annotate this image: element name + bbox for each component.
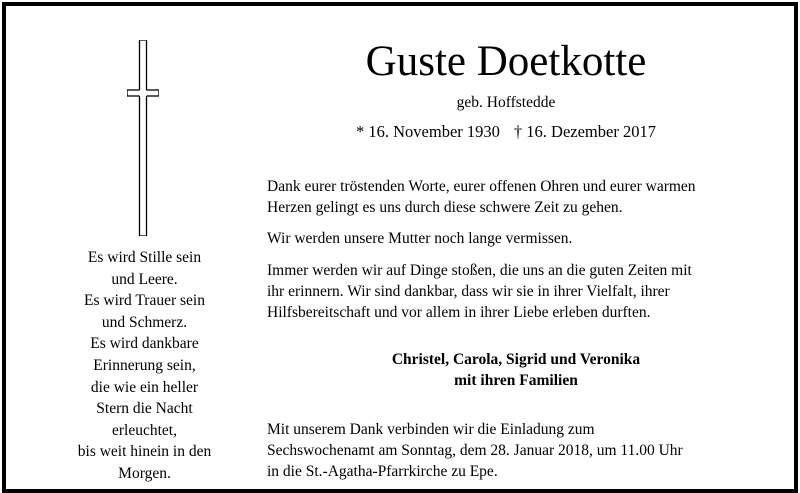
maiden-name: geb. Hoffstedde <box>456 94 556 111</box>
poem-line: die wie ein heller <box>90 378 199 396</box>
poem-line: und Leere. <box>111 270 178 288</box>
poem-line: Es wird Stille sein <box>87 249 202 266</box>
signer-families: mit ihren Familien <box>454 372 578 389</box>
paragraph-thanks <box>267 176 787 218</box>
poem-line: Erinnerung sein, <box>93 356 196 374</box>
poem-line: Stern die Nacht <box>96 400 193 418</box>
signers <box>306 349 726 391</box>
notice-frame <box>2 2 798 493</box>
text-line: Wir werden unsere Mutter noch lange vermissen. <box>267 230 573 247</box>
poem-line: erleuchtet, <box>112 421 177 439</box>
text-line: Herzen gelingt es uns durch diese schwere Zeit zu gehen. <box>267 199 623 216</box>
poem <box>32 247 257 485</box>
poem-line: Es wird dankbare <box>90 335 199 353</box>
text-line: Sechswochenamt am Sonntag, dem 28. Januar 2018, um 11.00 Uhr <box>267 442 683 459</box>
signer-names: Christel, Carola, Sigrid und Veronika <box>391 351 641 368</box>
christian-cross-icon <box>127 40 159 236</box>
death-date: 16. Dezember 2017 <box>526 122 656 141</box>
death-symbol: † <box>513 122 523 141</box>
paragraph-memories <box>267 260 787 323</box>
text-line: ihr erinnern. Wir sind dankbar, dass wir sie in ihrer Vielfalt, ihrer <box>267 283 670 300</box>
deceased-name: Guste Doetkotte <box>365 38 647 85</box>
paragraph-invitation <box>267 419 787 482</box>
text-line: Hilfsbereitschaft und vor allem in ihrer Liebe erleben durften. <box>267 304 651 321</box>
poem-line: und Schmerz. <box>101 313 188 331</box>
text-line: in die St.-Agatha-Pfarrkirche zu Epe. <box>267 463 498 480</box>
life-dates <box>336 122 676 142</box>
text-line: Mit unserem Dank verbinden wir die Einladung zum <box>267 421 595 438</box>
poem-line: Morgen. <box>118 464 171 482</box>
text-line: Dank eurer tröstenden Worte, eurer offenen Ohren und eurer warmen <box>267 178 696 195</box>
poem-line: Es wird Trauer sein <box>84 292 205 310</box>
paragraph-miss <box>267 228 787 249</box>
poem-line: bis weit hinein in den <box>77 443 212 461</box>
birth-date: * 16. November 1930 <box>356 122 500 141</box>
text-line: Immer werden wir auf Dinge stoßen, die uns an die guten Zeiten mit <box>267 262 692 279</box>
